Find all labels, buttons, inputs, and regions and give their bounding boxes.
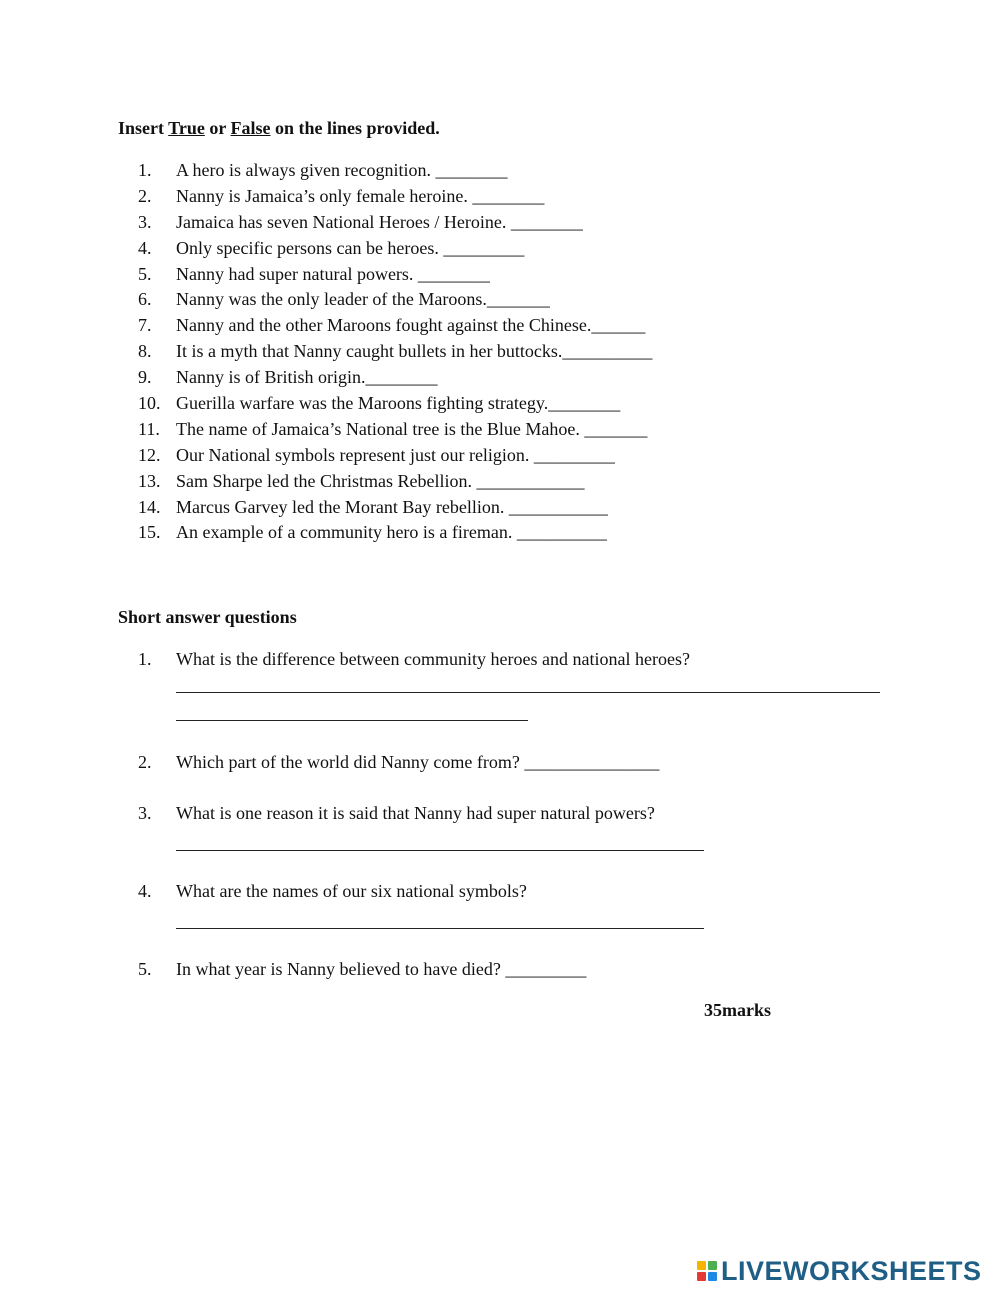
- liveworksheets-logo: [697, 1254, 982, 1288]
- answer-line[interactable]: [176, 928, 704, 929]
- item-text[interactable]: Nanny had super natural powers. ________: [176, 263, 490, 284]
- item-number: 9.: [138, 367, 152, 388]
- list-item: [138, 417, 898, 443]
- list-item: [138, 236, 898, 262]
- item-text[interactable]: Nanny was the only leader of the Maroons._______: [176, 289, 550, 310]
- list-item: [138, 158, 898, 184]
- item-number: 6.: [138, 289, 152, 310]
- item-text[interactable]: Only specific persons can be heroes. _________: [176, 237, 525, 258]
- list-item: [138, 469, 898, 495]
- short-answer-heading: Short answer questions: [118, 607, 297, 627]
- list-item: [138, 262, 898, 288]
- list-item: [138, 520, 898, 546]
- list-item: [138, 495, 898, 521]
- item-text[interactable]: An example of a community hero is a fireman. __________: [176, 522, 607, 543]
- item-number: 7.: [138, 315, 152, 336]
- item-text[interactable]: Our National symbols represent just our religion. _________: [176, 444, 615, 465]
- list-item: [138, 365, 898, 391]
- short-answer-question: [138, 881, 898, 902]
- short-answer-question: [138, 959, 898, 980]
- question-number: 1.: [138, 649, 152, 669]
- item-text[interactable]: Nanny and the other Maroons fought against the Chinese.______: [176, 315, 646, 336]
- question-text: What is the difference between community heroes and national heroes?: [176, 649, 690, 669]
- item-text[interactable]: Guerilla warfare was the Maroons fighting strategy.________: [176, 393, 621, 414]
- item-number: 13.: [138, 470, 161, 491]
- logo-text: LIVEWORKSHEETS: [721, 1255, 982, 1286]
- question-number: 3.: [138, 803, 152, 823]
- list-item: [138, 443, 898, 469]
- heading-or-word: or: [204, 118, 231, 138]
- item-number: 8.: [138, 341, 152, 362]
- item-text[interactable]: A hero is always given recognition. ________: [176, 160, 508, 180]
- item-text[interactable]: It is a myth that Nanny caught bullets in her buttocks.__________: [176, 341, 653, 362]
- question-text: What are the names of our six national symbols?: [176, 881, 527, 901]
- item-number: 14.: [138, 496, 161, 517]
- item-text[interactable]: Jamaica has seven National Heroes / Heroine. ________: [176, 211, 583, 232]
- item-text[interactable]: Sam Sharpe led the Christmas Rebellion. ____________: [176, 470, 585, 491]
- list-item: [138, 391, 898, 417]
- question-number: 2.: [138, 752, 152, 772]
- question-text: What is one reason it is said that Nanny had super natural powers?: [176, 803, 655, 823]
- heading-text-start: Insert: [118, 118, 169, 138]
- true-false-list: [138, 158, 898, 546]
- list-item: [138, 210, 898, 236]
- question-number: 4.: [138, 881, 152, 901]
- item-number: 3.: [138, 211, 152, 232]
- logo-squares-icon: [697, 1261, 717, 1281]
- list-item: [138, 313, 898, 339]
- short-answer-question: [138, 803, 898, 824]
- list-item: [138, 339, 898, 365]
- item-text[interactable]: Nanny is of British origin.________: [176, 367, 438, 388]
- item-number: 10.: [138, 393, 161, 414]
- item-number: 5.: [138, 263, 152, 284]
- answer-line[interactable]: [176, 850, 704, 851]
- question-number: 5.: [138, 959, 152, 979]
- heading-false-word: False: [230, 118, 271, 138]
- short-answer-question: [138, 752, 898, 773]
- item-text[interactable]: Nanny is Jamaica’s only female heroine. ________: [176, 185, 545, 206]
- item-number: 1.: [138, 160, 152, 180]
- true-false-heading: [118, 118, 440, 139]
- item-text[interactable]: Marcus Garvey led the Morant Bay rebellion. ___________: [176, 496, 608, 517]
- question-text[interactable]: Which part of the world did Nanny come from? _______________: [176, 752, 660, 772]
- item-number: 15.: [138, 522, 161, 543]
- answer-line[interactable]: [176, 720, 528, 721]
- heading-text-end: on the lines provided.: [270, 118, 440, 138]
- heading-true-word: True: [168, 118, 205, 138]
- list-item: [138, 184, 898, 210]
- item-number: 4.: [138, 237, 152, 258]
- item-number: 2.: [138, 185, 152, 206]
- question-text[interactable]: In what year is Nanny believed to have died? _________: [176, 959, 587, 979]
- item-number: 11.: [138, 418, 160, 439]
- item-number: 12.: [138, 444, 161, 465]
- answer-line[interactable]: [176, 692, 880, 693]
- item-text[interactable]: The name of Jamaica’s National tree is the Blue Mahoe. _______: [176, 418, 648, 439]
- total-marks: 35marks: [704, 1000, 771, 1020]
- short-answer-question: [138, 649, 898, 670]
- list-item: [138, 287, 898, 313]
